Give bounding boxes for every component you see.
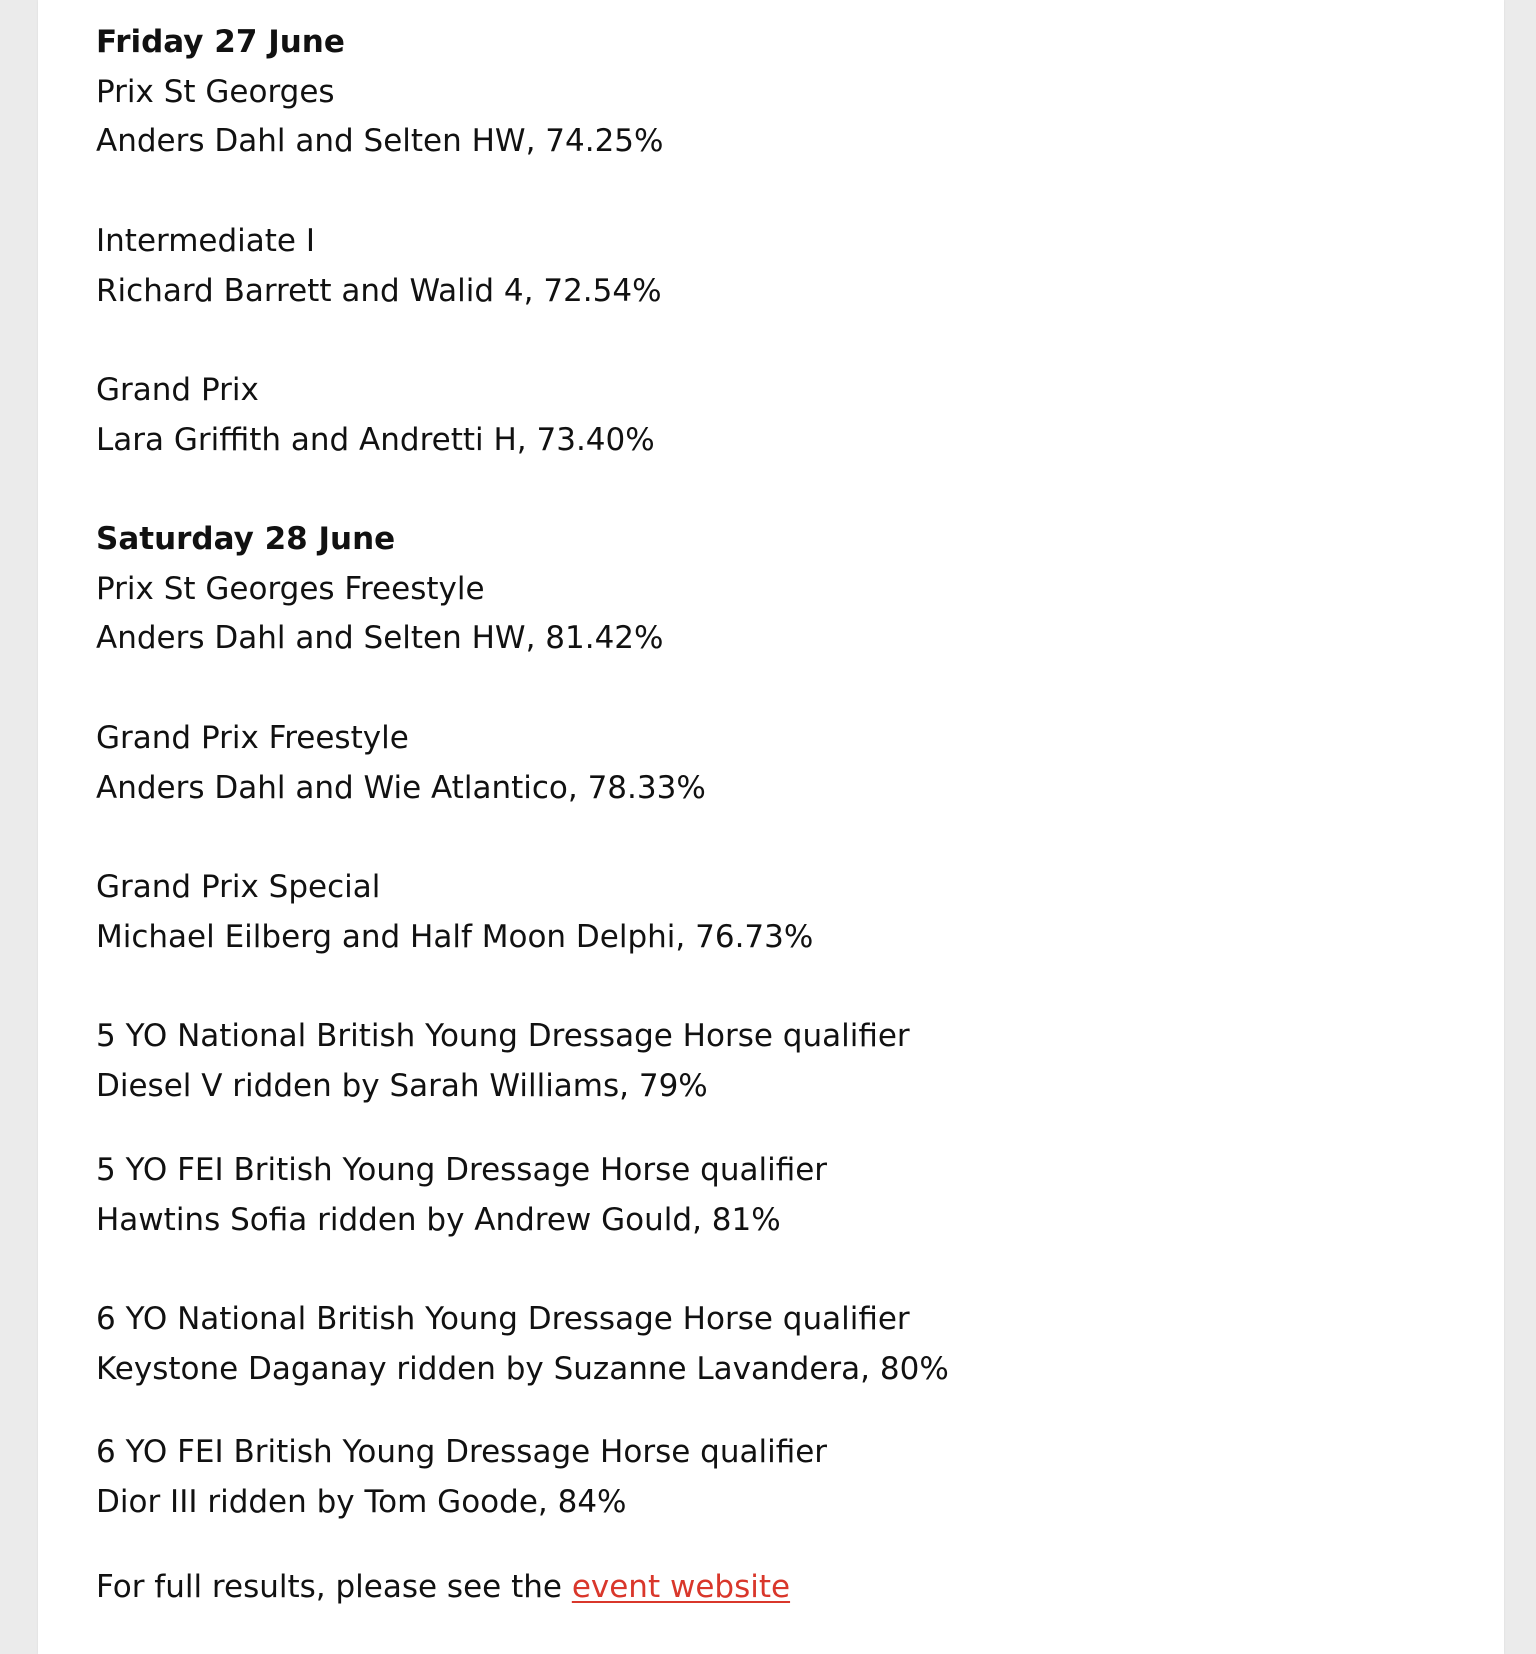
class-result: Keystone Daganay ridden by Suzanne Lavandera, 80%: [96, 1350, 949, 1387]
result-entry: [96, 863, 813, 962]
class-name: 5 YO National British Young Dressage Horse qualifier: [96, 1018, 910, 1054]
class-name: 5 YO FEI British Young Dressage Horse qualifier: [96, 1152, 828, 1188]
class-result: Anders Dahl and Selten HW, 81.42%: [96, 620, 664, 656]
class-result: Diesel V ridden by Sarah Williams, 79%: [96, 1067, 708, 1104]
result-entry: [96, 1428, 827, 1527]
class-name: Grand Prix Special: [96, 869, 381, 905]
class-name: Prix St Georges Freestyle: [96, 570, 485, 607]
event-website-link[interactable]: event website: [571, 1569, 791, 1605]
class-result: Lara Griffith and Andretti H, 73.40%: [96, 421, 655, 458]
full-results-note: [96, 1563, 790, 1613]
class-name: Grand Prix Freestyle: [96, 720, 409, 756]
class-result: Anders Dahl and Wie Atlantico, 78.33%: [96, 769, 706, 806]
class-result: Hawtins Sofia ridden by Andrew Gould, 81%: [96, 1201, 781, 1238]
class-name: 6 YO FEI British Young Dressage Horse qualifier: [96, 1434, 828, 1470]
full-results-text: For full results, please see the: [96, 1569, 572, 1605]
result-entry: [96, 1295, 949, 1394]
class-result: Dior III ridden by Tom Goode, 84%: [96, 1483, 627, 1520]
class-name: Intermediate I: [96, 223, 315, 259]
article-body: [38, 0, 1504, 1654]
result-entry: [96, 714, 706, 813]
result-entry: [96, 1012, 910, 1111]
class-name: Prix St Georges: [96, 73, 335, 110]
class-name: Grand Prix: [96, 372, 259, 408]
class-name: 6 YO National British Young Dressage Horse qualifier: [96, 1301, 910, 1337]
class-result: Richard Barrett and Walid 4, 72.54%: [96, 272, 662, 309]
result-entry: [96, 1146, 827, 1245]
class-result: Michael Eilberg and Half Moon Delphi, 76.73%: [96, 918, 814, 955]
day-section-saturday: [96, 515, 663, 664]
result-entry: [96, 217, 662, 316]
day-heading: Saturday 28 June: [96, 521, 396, 557]
day-section-friday: [96, 18, 663, 167]
result-entry: [96, 366, 655, 465]
day-heading: Friday 27 June: [96, 24, 345, 60]
class-result: Anders Dahl and Selten HW, 74.25%: [96, 123, 664, 159]
